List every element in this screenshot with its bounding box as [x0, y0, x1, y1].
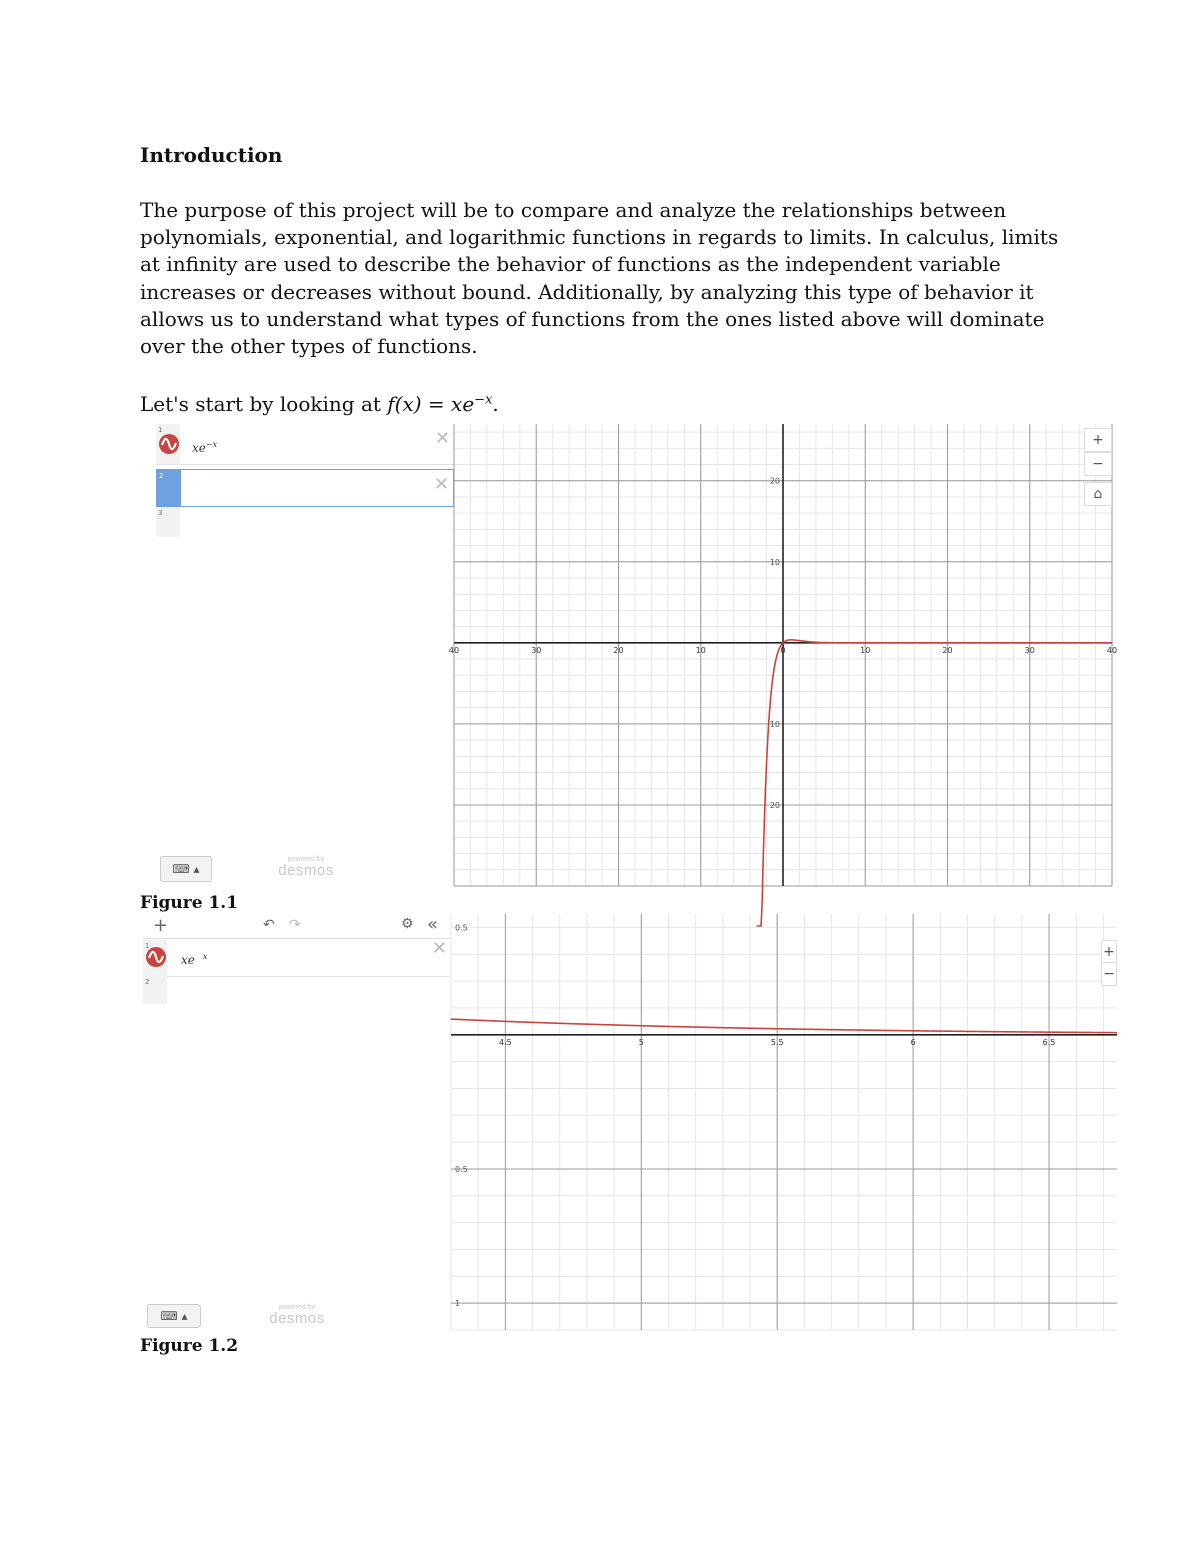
data-point — [762, 857, 764, 859]
y-tick-label: 10 — [769, 557, 780, 567]
data-point — [776, 657, 778, 659]
formula-lhs: f(x) — [387, 392, 422, 416]
y-tick-label: 0.5 — [455, 1164, 468, 1174]
collapse-panel-icon[interactable]: « — [427, 914, 439, 935]
x-tick-label: 5 — [638, 1037, 644, 1047]
graph-canvas-2[interactable] — [451, 914, 1117, 1330]
y-tick-label: 20 — [769, 476, 780, 486]
powered-by-desmos-logo: powered by desmos — [278, 856, 334, 879]
figure-caption-2: Figure 1.2 — [140, 1336, 239, 1356]
zoom-in-button[interactable]: + — [1084, 428, 1112, 452]
data-point — [1111, 642, 1113, 644]
keyboard-toggle-button[interactable]: ⌨ ▴ — [160, 856, 212, 882]
data-point — [781, 644, 783, 646]
data-point — [947, 642, 949, 644]
row-number: 1 — [143, 940, 167, 976]
x-tick-label: 20 — [613, 645, 624, 655]
expression-row[interactable] — [156, 424, 454, 465]
series-line — [451, 1019, 1117, 1033]
data-point — [640, 1025, 642, 1027]
formula-rhs: xe — [451, 392, 475, 416]
row-number: 1 — [156, 424, 180, 464]
data-point — [766, 762, 768, 764]
data-point — [1103, 1032, 1105, 1034]
data-point — [864, 642, 866, 644]
y-tick-label: 20 — [769, 800, 780, 810]
expression-row-active[interactable] — [156, 469, 454, 507]
data-point — [769, 706, 771, 708]
x-tick-label: 4.5 — [499, 1037, 512, 1047]
redo-button[interactable]: ↷ — [289, 917, 301, 933]
expression-row-empty[interactable] — [156, 507, 180, 537]
expression-row[interactable] — [143, 940, 451, 977]
x-tick-label: 6.5 — [1042, 1037, 1056, 1047]
data-point — [776, 1028, 778, 1030]
formula-exponent: −x — [474, 392, 493, 408]
y-tick-label: 0.5 — [455, 923, 468, 933]
data-point — [505, 1021, 507, 1023]
x-tick-label: 5.5 — [770, 1037, 784, 1047]
data-point — [779, 647, 781, 649]
home-icon[interactable]: ⌂ — [1084, 482, 1112, 506]
x-tick-label: 40 — [448, 645, 460, 655]
data-point — [764, 803, 766, 805]
expression-text[interactable]: xe $^x$ — [181, 952, 208, 967]
data-point — [790, 639, 792, 641]
data-point — [777, 651, 779, 653]
data-point — [1048, 1031, 1050, 1033]
x-tick-label: 0 — [780, 645, 786, 655]
data-point — [772, 674, 774, 676]
data-point — [767, 730, 769, 732]
row-number: 2 — [157, 470, 181, 506]
row-number: 2 — [145, 978, 150, 986]
keyboard-toggle-button[interactable]: ⌨ ▴ — [147, 1304, 201, 1328]
intro-paragraph: The purpose of this project will be to compare and analyze the relationships between polynomials, exponential, and logarithmic functions in regards to limits. In calculus, limits at infinity are used to describe the behavior of functions as the independent variable increases or decreases without bound. Additionally, by analyzing this type of behavior it allows us to understand what types of functions from the ones listed above will dominate over the other types of functions. — [140, 198, 1059, 359]
formula-period: . — [492, 392, 499, 416]
data-point — [799, 640, 801, 642]
data-point — [450, 1018, 452, 1020]
zoom-out-button[interactable]: − — [1101, 962, 1117, 986]
close-icon[interactable]: ✕ — [433, 474, 449, 495]
series-line — [757, 640, 1112, 926]
expression-text[interactable]: $xe^{-x}$ — [192, 440, 218, 455]
function-intro-line — [140, 392, 499, 416]
settings-gear-icon[interactable]: ⚙ — [401, 916, 414, 932]
desmos-expression-panel-1 — [156, 424, 454, 886]
add-expression-button[interactable]: + — [153, 915, 169, 936]
x-tick-label: 30 — [531, 645, 542, 655]
powered-by-desmos-logo: powered by desmos — [269, 1304, 325, 1327]
zoom-out-button[interactable]: − — [1084, 452, 1112, 476]
expression-toolbar — [143, 914, 451, 939]
zoom-in-button[interactable]: + — [1101, 940, 1117, 964]
data-point — [823, 642, 825, 644]
data-point — [807, 641, 809, 643]
x-tick-label: 6 — [910, 1037, 916, 1047]
desmos-graph-icon — [145, 946, 167, 968]
data-point — [774, 664, 776, 666]
data-point — [912, 1030, 914, 1032]
formula-equals: = — [427, 392, 445, 416]
y-tick-label: 1 — [455, 1299, 461, 1309]
desmos-expression-panel-2 — [143, 914, 451, 1330]
close-icon[interactable]: ✕ — [431, 938, 447, 959]
close-icon[interactable]: ✕ — [434, 428, 450, 449]
undo-button[interactable]: ↶ — [263, 917, 275, 933]
graph-canvas-1[interactable] — [448, 424, 1118, 886]
x-tick-label: 10 — [695, 645, 706, 655]
x-tick-label: 10 — [860, 645, 871, 655]
expression-row-empty[interactable] — [143, 976, 167, 1004]
desmos-graph-icon — [158, 433, 180, 455]
x-tick-label: 20 — [942, 645, 953, 655]
y-tick-label: 10 — [769, 719, 780, 729]
figure-caption-1: Figure 1.1 — [140, 893, 239, 913]
x-tick-label: 30 — [1024, 645, 1035, 655]
row-number: 3 — [158, 509, 163, 517]
intro-text: Let's start by looking at — [140, 392, 388, 416]
data-point — [786, 640, 788, 642]
x-tick-label: 40 — [1106, 645, 1118, 655]
data-point — [782, 642, 784, 644]
section-heading: Introduction — [140, 143, 283, 167]
data-point — [771, 688, 773, 690]
